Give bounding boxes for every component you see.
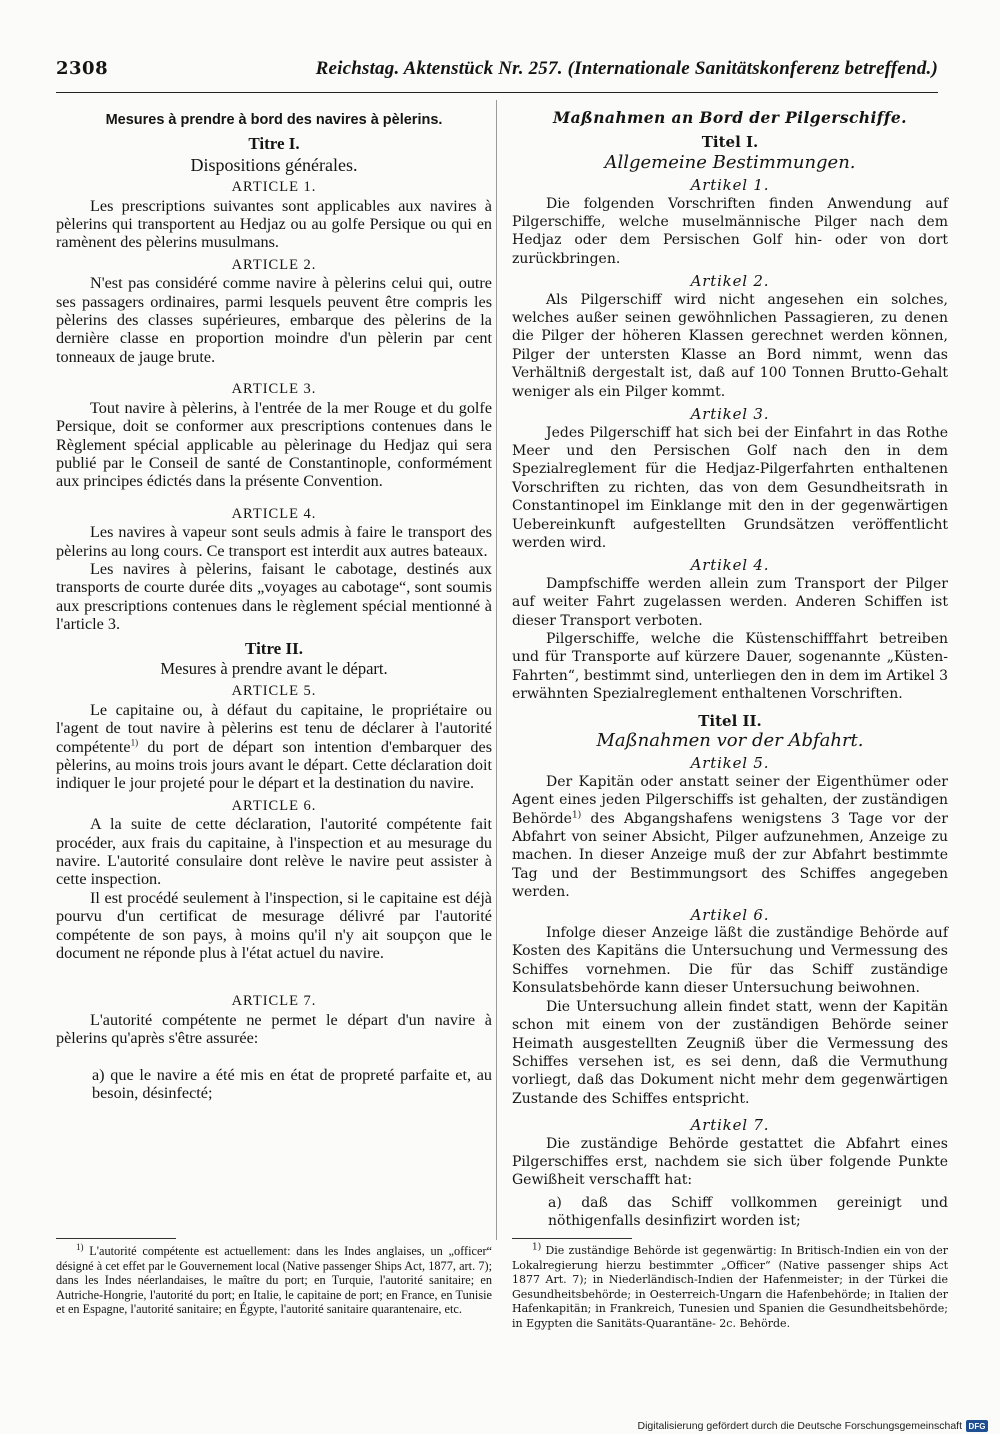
titel-heading: Titel I. xyxy=(701,133,759,152)
page-number: 2308 xyxy=(56,58,109,79)
article-heading: Artikel 4. xyxy=(690,556,770,575)
titel-subheading: Maßnahmen vor der Abfahrt. xyxy=(596,730,864,751)
text-run: L'autorité compétente est actuellement: dans les Indes anglaises, un „officer“ désigné à cet effet par le Gouvernement local (Native passenger Ships Act, 1877, art. 7); dans les Indes néerlandaises, le maître du port; en Turquie, l'autorité sanitaire; en Autriche-Hongrie, l'autorité du port; en Italie, le capitaine de port; en France, en Tunisie et en Espagne, l'autorité sanitaire; en Égypte, l'autorité sanitaire quarantenaire, etc. xyxy=(56,1244,492,1317)
footnote-marker: 1) xyxy=(76,1241,84,1252)
article-heading: ARTICLE 3. xyxy=(231,381,317,398)
section-title: Maßnahmen an Bord der Pilgerschiffe. xyxy=(553,108,907,127)
paragraph: Jedes Pilgerschiff hat sich bei der Einfahrt in das Rothe Meer und den Persischen Golf nach den in dem Spezialreglement für die Hedjaz-Pilgerfahrten enthaltenen Vorschriften zu richten, das von dem Gesundheitsrath in Constantinopel im Einklange mit den in der gegenwärtigen Uebereinkunft aufgestellten Grundsätzen veröffentlicht werden wird. xyxy=(512,424,948,551)
paragraph: Als Pilgerschiff wird nicht angesehen ein solches, welches außer seinen gewöhnlichen Passagieren, zu denen die Pilger der höheren Klassen gerechnet werden können, Pilger der untersten Klasse an Bord nimmt, wenn das Verhältniß dergestalt ist, daß auf 100 Tonnen Brutto-Gehalt weniger als ein Pilger kommt. xyxy=(512,291,948,400)
article-heading: Artikel 1. xyxy=(690,176,770,195)
article-heading: Artikel 3. xyxy=(690,405,770,424)
text-run: du port de départ son intention d'embarquer des pèlerins, au moins trois jours avant le départ. Cette déclaration doit indiquer le jour projeté pour le départ et la destination du navire. xyxy=(56,737,492,793)
paragraph: A la suite de cette déclaration, l'autorité compétente fait procéder, aux frais du capitaine, à l'inspection et au mesurage du navire. L'autorité consulaire dont relève le navire peut assister à cette inspection. xyxy=(56,815,492,889)
footnote-marker: 1) xyxy=(532,1242,542,1253)
paragraph: Les navires à vapeur sont seuls admis à faire le transport des pèlerins au long cours. Ce transport est interdit aux autres bateaux. xyxy=(56,523,492,560)
running-title: Reichstag. Aktenstück Nr. 257. (Internationale Sanitätskonferenz betreffend.) xyxy=(315,58,938,79)
titre-subheading: Mesures à prendre avant le départ. xyxy=(160,658,388,678)
header-rule xyxy=(56,92,938,93)
article-heading: ARTICLE 2. xyxy=(231,256,317,273)
titre-heading: Titre II. xyxy=(245,638,303,658)
footnote-marker: 1) xyxy=(130,737,139,748)
titre-heading: Titre I. xyxy=(248,134,300,154)
list-item: a) que le navire a été mis en état de propreté parfaite et, au besoin, désinfecté; xyxy=(92,1065,492,1103)
article-heading: Artikel 5. xyxy=(690,754,770,773)
titel-heading: Titel II. xyxy=(698,711,762,730)
footnote-french xyxy=(56,1241,492,1317)
paragraph: Dampfschiffe werden allein zum Transport der Pilger auf weiter Fahrt zugelassen werden. Anderen Schiffen ist dieser Transport verboten. xyxy=(512,575,948,629)
text-run: des Abgangshafens wenigstens 3 Tage vor der Abfahrt von seiner Absicht, Pilger aufzunehmen, Anzeige zu machen. In dieser Anzeige muß der zur Abfahrt bestimmte Tag und der Bestimmungsort des Schiffes angegeben werden. xyxy=(512,810,948,901)
list-item: a) daß das Schiff vollkommen gereinigt und nöthigenfalls desinfizirt worden ist; xyxy=(548,1194,948,1230)
footnote-german xyxy=(512,1244,948,1332)
article-heading: ARTICLE 5. xyxy=(231,683,317,700)
titre-subheading: Dispositions générales. xyxy=(190,154,358,175)
paragraph xyxy=(56,701,492,793)
paragraph: Die folgenden Vorschriften finden Anwendung auf Pilgerschiffe, welche muselmännische Pilger nach dem Hedjaz oder dem Persischen Golf hin- oder von dort zurückbringen. xyxy=(512,195,948,267)
paragraph: Pilgerschiffe, welche die Küstenschifffahrt betreiben und für Transporte auf kürzere Dauer, sogenannte „Küsten-Fahrten“, bestimmt sind, unterliegen den in dem im Artikel 3 erwähnten Spezialreglement enthaltenen Vorschriften. xyxy=(512,630,948,703)
footnote-text xyxy=(512,1244,948,1332)
german-column xyxy=(512,104,948,1231)
text-run: Die zuständige Behörde ist gegenwärtig: In Britisch-Indien ein von der Lokalregierung hierzu bestimmter „Officer“ (Native passenger ships Act 1877 Art. 7); in Niederländisch-Indien der Hafenmeister; in der Türkei die Gesundheitsbehörde; in Oesterreich-Ungarn die Hafenbehörde; in Italien der Hafenkapitän; in Frankreich, Tunesien und Spanien die Gesundheitsbehörde; in Egypten die Sanitäts-Quarantäne- 2c. Behörde. xyxy=(512,1244,948,1330)
text-run: Le capitaine ou, à défaut du capitaine, le propriétaire ou l'agent de tout navire à pèlerins est tenu de déclarer à l'autorité compétente xyxy=(56,700,492,756)
digitization-credit xyxy=(637,1420,988,1432)
article-heading: ARTICLE 1. xyxy=(231,179,317,196)
paragraph: Tout navire à pèlerins, à l'entrée de la mer Rouge et du golfe Persique, doit se conformer aux prescriptions contenues dans le Règlement spécial applicable au pèlerinage du Hedjaz qui sera publié par le Conseil de santé de Constantinople, conformément aux principes édictés dans la présente Convention. xyxy=(56,398,492,491)
footnote-text xyxy=(56,1241,492,1317)
paragraph: Die Untersuchung allein findet statt, wenn der Kapitän schon mit einem von der zuständigen Behörde seiner Heimath ausgestellten Zeugniß über die Vermessung des Schiffes versehen ist, es sei denn, daß die Vermuthung vorliegt, daß das Dokument nicht mehr dem gegenwärtigen Zustande des Schiffes entspricht. xyxy=(512,998,948,1107)
article-heading: Artikel 6. xyxy=(690,905,770,924)
column-divider xyxy=(496,100,497,1240)
paragraph: N'est pas considéré comme navire à pèlerins celui qui, outre ses passagers ordinaires, parmi lesquels peuvent être compris les pèlerins des classes supérieures, embarque des pèlerins de la dernière classe en proportion moindre d'un pèlerin par cent tonneaux de jauge brute. xyxy=(56,274,492,366)
running-header xyxy=(56,58,938,80)
article-heading: Artikel 2. xyxy=(690,272,770,291)
paragraph: Les prescriptions suivantes sont applicables aux navires à pèlerins qui transportent au Hedjaz ou au golfe Persique ou qui en ramènent des pèlerins musulmans. xyxy=(56,196,492,252)
footnote-rule xyxy=(512,1238,632,1239)
titel-subheading: Allgemeine Bestimmungen. xyxy=(604,151,856,173)
article-heading: ARTICLE 4. xyxy=(231,505,317,522)
paragraph: Die zuständige Behörde gestattet die Abfahrt eines Pilgerschiffes erst, nachdem sie sich über folgende Punkte Gewißheit verschafft hat: xyxy=(512,1135,948,1189)
footnote-marker: 1) xyxy=(571,809,582,820)
text-run: Der Kapitän oder anstatt seiner der Eigenthümer oder Agent eines jeden Pilgerschiffs ist gehalten, der zuständigen Behörde xyxy=(512,773,948,827)
french-column xyxy=(56,104,492,1103)
section-title: Mesures à prendre à bord des navires à pèlerins. xyxy=(105,112,443,128)
paragraph xyxy=(512,773,948,902)
paragraph: Il est procédé seulement à l'inspection, si le capitaine est déjà pourvu d'un certificat de mesurage délivré par l'autorité compétente de son pays, à moins qu'il n'y ait soupçon que le document ne réponde plus à l'état actuel du navire. xyxy=(56,888,492,963)
paragraph: Les navires à pèlerins, faisant le cabotage, destinés aux transports de courte durée dits „voyages au cabotage“, sont soumis aux prescriptions contenues dans le règlement spécial mentionné à l'article 3. xyxy=(56,559,492,634)
dfg-logo-icon: DFG xyxy=(966,1420,988,1432)
paragraph: Infolge dieser Anzeige läßt die zuständige Behörde auf Kosten des Kapitäns die Untersuchung und Vermessung des Schiffes vornehmen. Die für das Schiff zuständige Konsulatsbehörde kann dieser Untersuchung beiwohnen. xyxy=(512,925,948,997)
footnote-rule xyxy=(56,1238,176,1239)
credit-text: Digitalisierung gefördert durch die Deutsche Forschungsgemeinschaft xyxy=(637,1420,962,1432)
paragraph: L'autorité compétente ne permet le départ d'un navire à pèlerins qu'après s'être assurée: xyxy=(56,1010,492,1048)
article-heading: ARTICLE 7. xyxy=(231,993,317,1010)
article-heading: ARTICLE 6. xyxy=(231,797,317,814)
article-heading: Artikel 7. xyxy=(690,1116,770,1135)
